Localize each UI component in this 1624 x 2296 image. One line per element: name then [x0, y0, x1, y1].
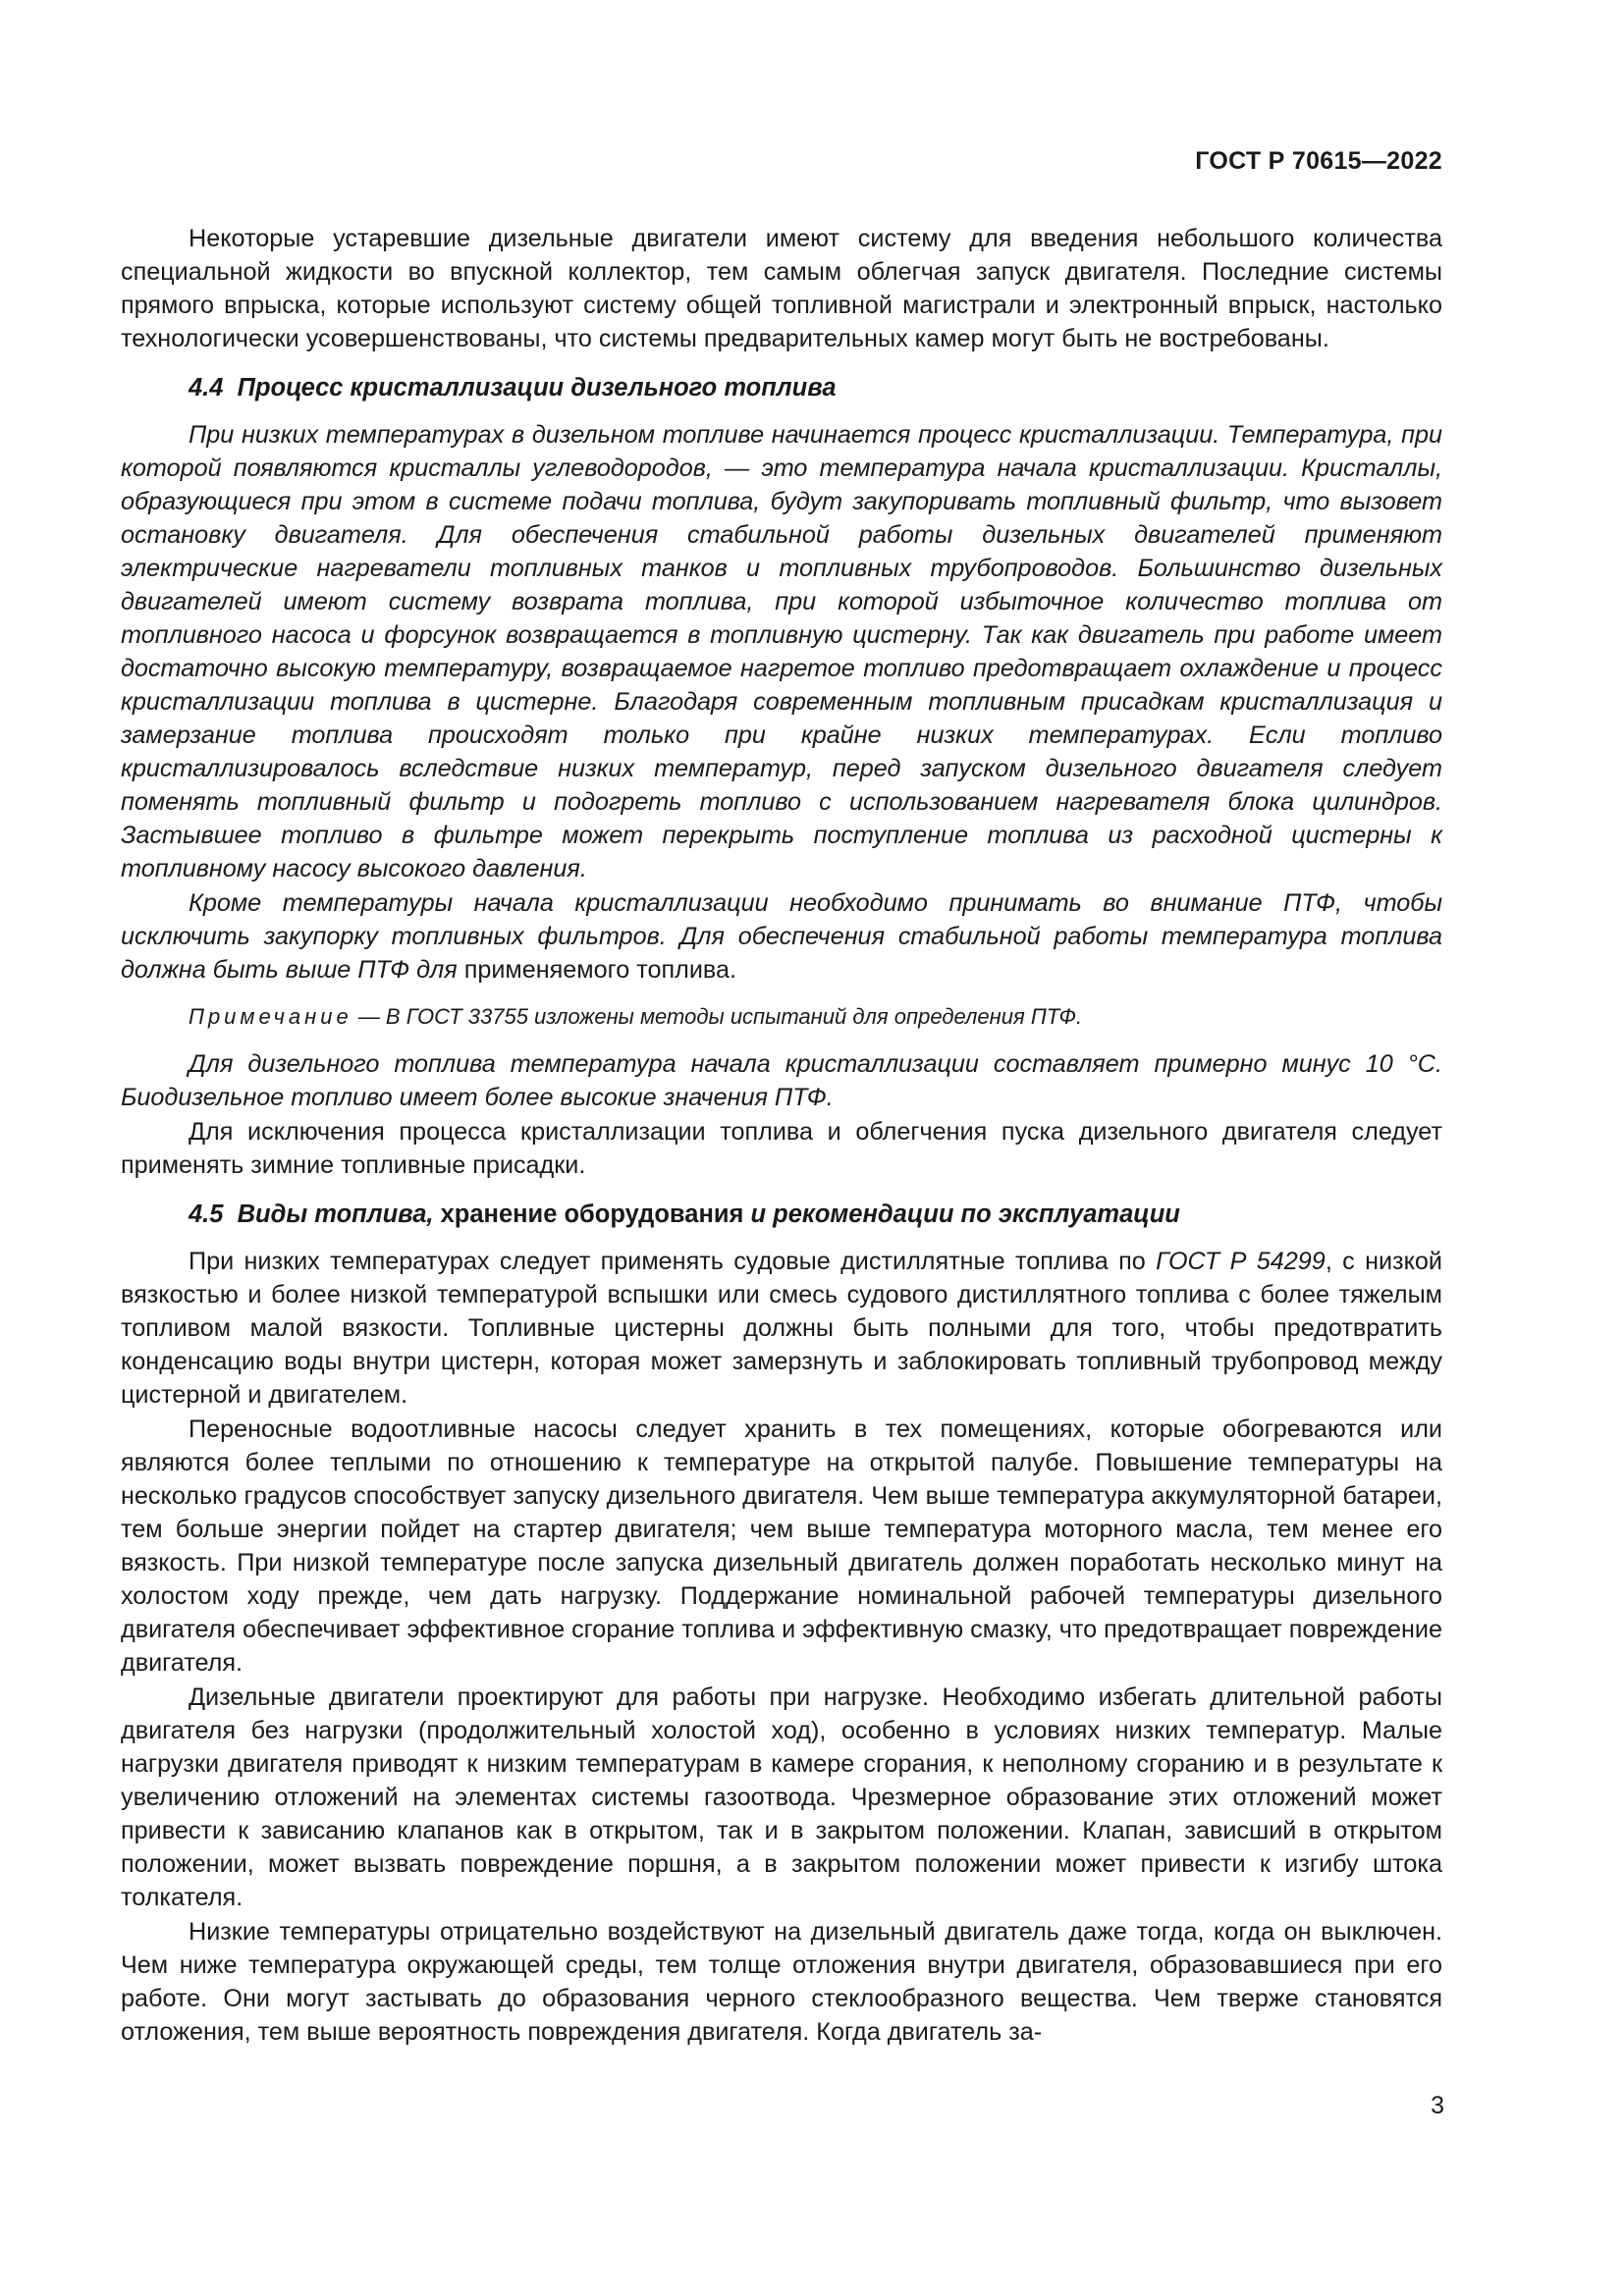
standard-code: ГОСТ Р 70615—2022 — [1195, 147, 1442, 175]
note-label: Примечание — [189, 1004, 352, 1029]
section-4-5-paragraph-2: Переносные водоотливные насосы следует хранить в тех помещениях, которые обогреваются или являются более теплыми по отношению к температуре на открытой палубе. Повышение температуры на несколько градусов способствует запуску дизельного двигателя. Чем выше температура аккумуляторной батареи, тем больше энергии пойдет на стартер двигателя; чем выше температура моторного масла, тем менее его вязкость. При низкой температуре после запуска дизельный двигатель должен поработать несколько минут на холостом ходу прежде, чем дать нагрузку. Поддержание номинальной рабочей температуры дизельного двигателя обеспечивает эффективное сгорание топлива и эффективную смазку, что предотвращает повреждение двигателя. — [121, 1415, 1443, 1677]
intro-paragraph: Некоторые устаревшие дизельные двигатели имеют систему для введения небольшого количества специальной жидкости во впускной коллектор, тем самым облегчая запуск двигателя. Последние системы прямого впрыска, которые используют систему общей топливной магистрали и электронный впрыск, настолько технологически усовершенствованы, что системы предварительных камер могут быть не востребованы. — [121, 225, 1442, 352]
section-4-4-heading — [121, 370, 1442, 405]
page-number: 3 — [1431, 2092, 1444, 2119]
section-4-5-number: 4.5 — [189, 1201, 224, 1228]
section-4-5-title-part-3: и рекомендации по эксплуатации — [750, 1201, 1180, 1228]
note — [121, 1002, 1442, 1032]
section-4-5-heading — [121, 1197, 1442, 1232]
paragraph-2-regular-part: применяемого топлива. — [457, 956, 737, 984]
section-4-4-number: 4.4 — [189, 374, 224, 401]
paragraph-2-italic-part: Кроме температуры начала кристаллизации необходимо принимать во внимание ПТФ, чтобы исключить закупорку топливных фильтров. Для обеспечения стабильной работы температура топлива должна быть выше ПТФ для — [121, 889, 1442, 984]
section-4-4-title: Процесс кристаллизации дизельного топлива — [237, 374, 837, 401]
section-4-5-title-part-2: хранение оборудования — [433, 1201, 751, 1228]
paragraph-1-after-ref: , с низкой вязкостью и более низкой температурой вспышки или смесь судового дистиллятного топлива с более тяжелым топливом малой вязкости. Топливные цистерны должны быть полными для того, чтобы предотвратить конденсацию воды внутри цистерн, которая может замерзнуть и заблокировать топливный трубопровод между цистерной и двигателем. — [121, 1248, 1442, 1409]
page-content — [121, 222, 1442, 2049]
standard-reference: ГОСТ Р 54299 — [1156, 1248, 1326, 1275]
section-4-4-paragraph-1: При низких температурах в дизельном топливе начинается процесс кристаллизации. Температура, при которой появляются кристаллы углеводородов, — это температура начала кристаллизации. Кристаллы, образующиеся при этом в системе подачи топлива, будут закупоривать топливный фильтр, что вызовет остановку двигателя. Для обеспечения стабильной работы дизельных двигателей применяют электрические нагреватели топливных танков и топливных трубопроводов. Большинство дизельных двигателей имеют систему возврата топлива, при которой избыточное количество топлива от топливного насоса и форсунок возвращается в топливную цистерну. Так как двигатель при работе имеет достаточно высокую температуру, возвращаемое нагретое топливо предотвращает охлаждение и процесс кристаллизации топлива в цистерне. Благодаря современным топливным присадкам кристаллизация и замерзание топлива происходят только при крайне низких температурах. Если топливо кристаллизировалось вследствие низких температур, перед запуском дизельного двигателя следует поменять топливный фильтр и подогреть топливо с использованием нагревателя блока цилиндров. Застывшее топливо в фильтре может перекрыть поступление топлива из расходной цистерны к топливному насосу высокого давления. — [121, 421, 1442, 882]
section-4-5-paragraph-3: Дизельные двигатели проектируют для работы при нагрузке. Необходимо избегать длительной работы двигателя без нагрузки (продолжительный холостой ход), особенно в условиях низких температур. Малые нагрузки двигателя приводят к низким температурам в камере сгорания, к неполному сгоранию и в результате к увеличению отложений на элементах системы газоотвода. Чрезмерное образование этих отложений может привести к зависанию клапанов как в открытом, так и в закрытом положении. Клапан, зависший в открытом положении, может вызвать повреждение поршня, а в закрытом положении может привести к изгибу штока толкателя. — [121, 1683, 1442, 1911]
section-4-4-paragraph-2 — [121, 886, 1442, 987]
section-4-4-paragraph-4: Для исключения процесса кристаллизации топлива и облегчения пуска дизельного двигателя следует применять зимние топливные присадки. — [121, 1118, 1442, 1179]
section-4-5-paragraph-1 — [121, 1245, 1442, 1412]
section-4-5-title-part-1: Виды топлива, — [237, 1201, 434, 1228]
section-4-4-paragraph-3: Для дизельного топлива температура начала кристаллизации составляет примерно минус 10 °C. Биодизельное топливо имеет более высокие значения ПТФ. — [121, 1050, 1442, 1111]
section-4-5-paragraph-4: Низкие температуры отрицательно воздействуют на дизельный двигатель даже тогда, когда он выключен. Чем ниже температура окружающей среды, тем толще отложения внутри двигателя, образовавшиеся при его работе. Они могут застывать до образования черного стеклообразного вещества. Чем тверже становятся отложения, тем выше вероятность повреждения двигателя. Когда двигатель за- — [121, 1918, 1442, 2046]
paragraph-1-before-ref: При низких температурах следует применять судовые дистиллятные топлива по — [189, 1248, 1157, 1275]
note-text: — В ГОСТ 33755 изложены методы испытаний для определения ПТФ. — [352, 1004, 1083, 1029]
